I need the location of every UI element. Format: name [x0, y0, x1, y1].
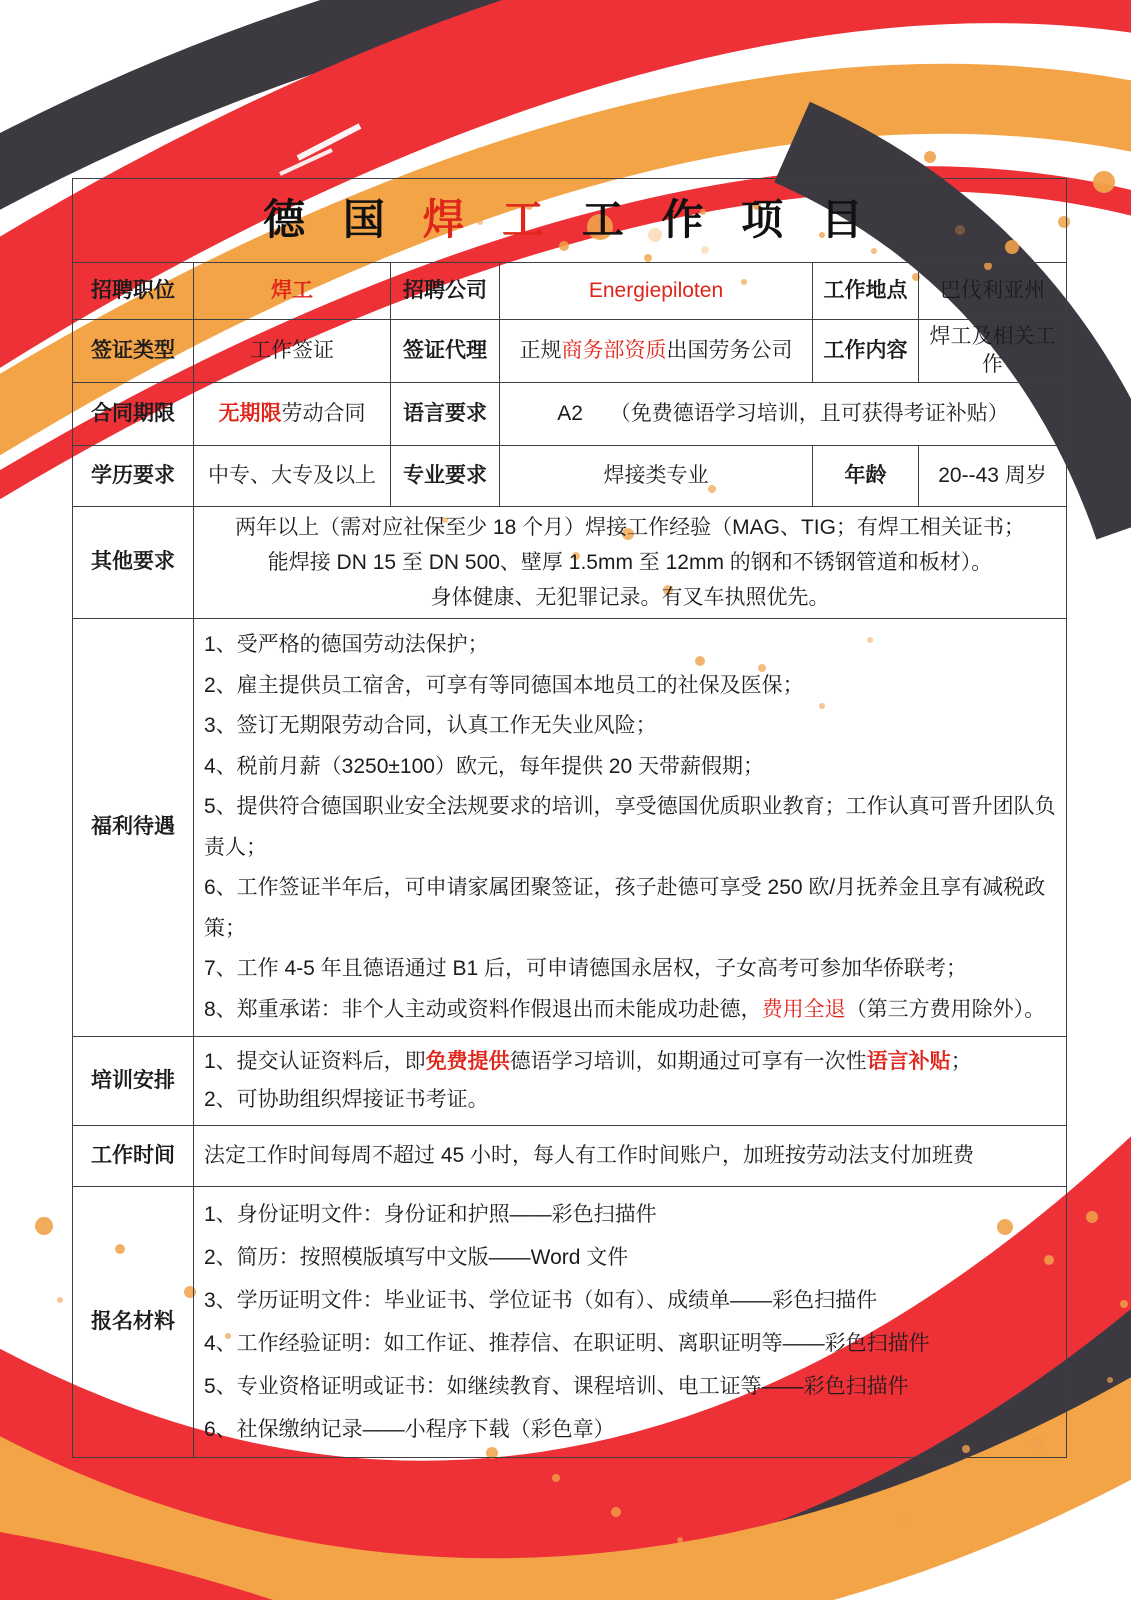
text-segment: 中专、大专及以上 — [208, 463, 376, 487]
value-application-materials — [194, 1187, 1067, 1458]
list-item-line — [204, 1141, 1056, 1171]
list-item-line — [200, 545, 1060, 580]
list-item-line — [204, 1236, 1056, 1279]
text-segment: 语言补贴 — [866, 1050, 951, 1073]
text-segment: 德 国 — [263, 196, 423, 244]
value-work-time — [194, 1126, 1067, 1187]
value-education — [194, 446, 391, 507]
label-position: 招聘职位 — [73, 263, 194, 320]
text-segment: 1、身份证明文件：身份证和护照——彩色扫描件 — [204, 1203, 657, 1226]
text-segment: 无期限 — [218, 401, 282, 425]
value-major — [500, 446, 813, 507]
label-visa-type: 签证类型 — [73, 320, 194, 383]
label-work-content: 工作内容 — [813, 320, 919, 383]
value-age — [919, 446, 1067, 507]
text-segment: 劳动合同 — [281, 401, 366, 425]
list-item-line — [200, 510, 1060, 545]
value-visa-type — [194, 320, 391, 383]
job-info-table — [72, 178, 1067, 1458]
text-segment: 免费提供 — [425, 1050, 510, 1073]
list-item-line — [204, 1322, 1056, 1365]
text-segment: A2 （免费德语学习培训，且可获得考证补贴） — [557, 401, 1009, 425]
value-training — [194, 1037, 1067, 1126]
value-company — [500, 263, 813, 320]
poster-title — [73, 179, 1067, 263]
list-item-line — [204, 747, 1056, 788]
text-segment: 法定工作时间每周不超过 45 小时，每人有工作时间账户，加班按劳动法支付加班费 — [204, 1144, 975, 1167]
label-company: 招聘公司 — [391, 263, 500, 320]
list-item-line — [204, 666, 1056, 707]
text-segment: 焊 工 — [422, 196, 558, 244]
list-item-line — [204, 706, 1056, 747]
text-segment: 2、可协助组织焊接证书考证。 — [204, 1088, 489, 1111]
text-segment: 1、受严格的德国劳动法保护； — [204, 633, 489, 656]
text-segment: 焊工 — [271, 278, 313, 302]
text-segment: 费用全退 — [761, 997, 846, 1021]
text-segment: 焊工及相关工作 — [929, 324, 1056, 376]
text-segment: 德语学习培训，如期通过可享有一次性 — [509, 1050, 867, 1073]
text-segment: 20--43 周岁 — [938, 463, 1047, 487]
text-segment: 7、工作 4-5 年且德语通过 B1 后，可申请德国永居权，子女高考可参加华侨联考； — [204, 957, 968, 980]
text-segment: 6、社保缴纳记录——小程序下载（彩色章） — [204, 1418, 615, 1441]
text-segment: 巴伐利亚州 — [940, 278, 1045, 302]
list-item-line — [200, 580, 1060, 615]
label-training: 培训安排 — [73, 1037, 194, 1126]
text-segment: ； — [950, 1050, 972, 1073]
text-segment: 2、雇主提供员工宿舍，可享有等同德国本地员工的社保及医保； — [204, 673, 804, 697]
value-work-location — [919, 263, 1067, 320]
list-item-line — [204, 625, 1056, 666]
list-item-line — [204, 1279, 1056, 1322]
list-item-line — [204, 1081, 1056, 1119]
label-other-requirements: 其他要求 — [73, 507, 194, 619]
label-work-location: 工作地点 — [813, 263, 919, 320]
text-segment: 焊接类专业 — [603, 463, 709, 487]
text-segment: 2、简历：按照模版填写中文版——Word 文件 — [204, 1246, 629, 1269]
text-segment: Energiepiloten — [588, 278, 724, 302]
label-age: 年龄 — [813, 446, 919, 507]
text-segment: 商务部资质 — [561, 338, 667, 362]
value-language-requirement — [500, 383, 1067, 446]
text-segment: 身体健康、无犯罪记录。有叉车执照优先。 — [430, 586, 830, 609]
text-segment: 3、学历证明文件：毕业证书、学位证书（如有）、成绩单——彩色扫描件 — [204, 1289, 878, 1312]
text-segment: 出国劳务公司 — [666, 338, 793, 362]
list-item-line — [204, 1043, 1056, 1081]
label-major: 专业要求 — [391, 446, 500, 507]
text-segment: 工 作 项 目 — [557, 196, 876, 244]
text-segment: 6、工作签证半年后，可申请家属团聚签证，孩子赴德可享受 250 欧/月抚养金且享有减税政策； — [204, 876, 1046, 940]
text-segment: 5、提供符合德国职业安全法规要求的培训，享受德国优质职业教育；工作认真可晋升团队负责人； — [204, 795, 1056, 859]
list-item-line — [204, 990, 1056, 1031]
text-segment: 5、专业资格证明或证书：如继续教育、课程培训、电工证等——彩色扫描件 — [204, 1375, 909, 1398]
value-position — [194, 263, 391, 320]
list-item-line — [204, 787, 1056, 868]
label-work-time: 工作时间 — [73, 1126, 194, 1187]
label-language-requirement: 语言要求 — [391, 383, 500, 446]
value-other-requirements — [194, 507, 1067, 619]
label-application-materials: 报名材料 — [73, 1187, 194, 1458]
list-item-line — [204, 1193, 1056, 1236]
text-segment: 工作签证 — [250, 338, 334, 362]
list-item-line — [204, 949, 1056, 990]
value-contract-term — [194, 383, 391, 446]
label-visa-agent: 签证代理 — [391, 320, 500, 383]
text-segment: （第三方费用除外）。 — [845, 997, 1046, 1021]
text-segment: 4、工作经验证明：如工作证、推荐信、在职证明、离职证明等——彩色扫描件 — [204, 1332, 930, 1355]
text-segment: 正规 — [519, 338, 562, 362]
text-segment: 两年以上（需对应社保至少 18 个月）焊接工作经验（MAG、TIG；有焊工相关证书； — [235, 516, 1025, 539]
text-segment: 1、提交认证资料后，即 — [204, 1050, 426, 1073]
text-segment: 8、郑重承诺：非个人主动或资料作假退出而未能成功赴德， — [204, 997, 762, 1021]
value-benefits — [194, 619, 1067, 1037]
text-segment: 4、税前月薪（3250±100）欧元，每年提供 20 天带薪假期； — [204, 754, 764, 778]
label-education: 学历要求 — [73, 446, 194, 507]
label-contract-term: 合同期限 — [73, 383, 194, 446]
text-segment: 能焊接 DN 15 至 DN 500、壁厚 1.5mm 至 12mm 的钢和不锈钢管道和板材）。 — [267, 551, 993, 574]
list-item-line — [204, 1408, 1056, 1451]
label-benefits: 福利待遇 — [73, 619, 194, 1037]
text-segment: 3、签订无期限劳动合同，认真工作无失业风险； — [204, 714, 657, 737]
value-visa-agent — [500, 320, 813, 383]
list-item-line — [204, 868, 1056, 949]
list-item-line — [204, 1365, 1056, 1408]
value-work-content — [919, 320, 1067, 383]
